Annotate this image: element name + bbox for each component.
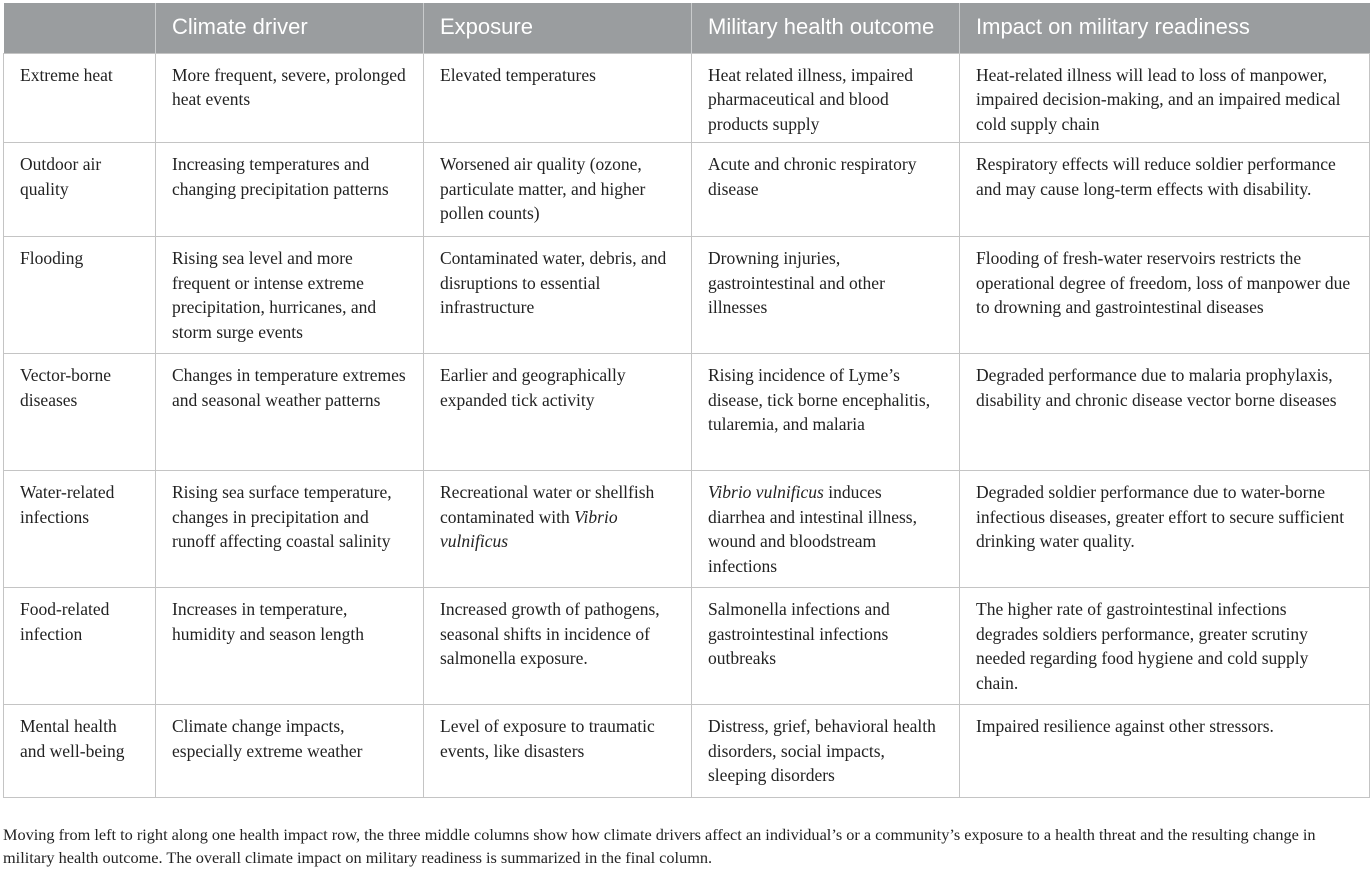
row-topic: Water-related infections	[4, 471, 156, 588]
row-exposure: Level of exposure to traumatic events, like disasters	[424, 705, 692, 798]
row-exposure: Worsened air quality (ozone, particulate matter, and higher pollen counts)	[424, 143, 692, 237]
row-outcome: Acute and chronic respiratory disease	[692, 143, 960, 237]
row-exposure: Contaminated water, debris, and disruptions to essential infrastructure	[424, 237, 692, 354]
row-exposure: Earlier and geographically expanded tick activity	[424, 354, 692, 471]
row-outcome: Distress, grief, behavioral health disorders, social impacts, sleeping disorders	[692, 705, 960, 798]
row-impact: Flooding of fresh-water reservoirs restricts the operational degree of freedom, loss of manpower due to drowning and gastrointestinal diseases	[960, 237, 1370, 354]
outcome-text: induces diarrhea and intestinal illness, wound and bloodstream infections	[708, 482, 917, 576]
row-exposure: Elevated temperatures	[424, 53, 692, 143]
row-outcome: Salmonella infections and gastrointestinal infections outbreaks	[692, 588, 960, 705]
row-exposure	[424, 471, 692, 588]
header-climate-driver: Climate driver	[156, 3, 424, 53]
row-impact: Degraded soldier performance due to water-borne infectious diseases, greater effort to secure sufficient drinking water quality.	[960, 471, 1370, 588]
row-impact: Degraded performance due to malaria prophylaxis, disability and chronic disease vector borne diseases	[960, 354, 1370, 471]
row-driver: Increasing temperatures and changing precipitation patterns	[156, 143, 424, 237]
row-exposure: Increased growth of pathogens, seasonal shifts in incidence of salmonella exposure.	[424, 588, 692, 705]
row-outcome: Heat related illness, impaired pharmaceutical and blood products supply	[692, 53, 960, 143]
species-name: Vibrio vulnificus	[440, 506, 618, 551]
table-row	[4, 588, 1370, 705]
row-impact: Impaired resilience against other stressors.	[960, 705, 1370, 798]
climate-health-table	[3, 3, 1370, 798]
row-impact: The higher rate of gastrointestinal infections degrades soldiers performance, greater scrutiny needed regarding food hygiene and cold supply chain.	[960, 588, 1370, 705]
row-outcome: Rising incidence of Lyme’s disease, tick borne encephalitis, tularemia, and malaria	[692, 354, 960, 471]
row-topic: Outdoor air quality	[4, 143, 156, 237]
table-row	[4, 471, 1370, 588]
row-topic: Extreme heat	[4, 53, 156, 143]
table-row	[4, 354, 1370, 471]
table-header-row	[4, 3, 1370, 53]
row-outcome: Drowning injuries, gastrointestinal and other illnesses	[692, 237, 960, 354]
table-row	[4, 705, 1370, 798]
row-driver: Changes in temperature extremes and seasonal weather patterns	[156, 354, 424, 471]
row-driver: Rising sea level and more frequent or intense extreme precipitation, hurricanes, and storm surge events	[156, 237, 424, 354]
row-driver: Climate change impacts, especially extreme weather	[156, 705, 424, 798]
table-row	[4, 237, 1370, 354]
header-impact-on-readiness: Impact on military readiness	[960, 3, 1370, 53]
row-topic: Flooding	[4, 237, 156, 354]
row-impact: Heat-related illness will lead to loss of manpower, impaired decision-making, and an impaired medical cold supply chain	[960, 53, 1370, 143]
table-row	[4, 143, 1370, 237]
exposure-text: Recreational water or shellfish contaminated with	[440, 482, 655, 527]
row-driver: Increases in temperature, humidity and season length	[156, 588, 424, 705]
row-impact: Respiratory effects will reduce soldier performance and may cause long-term effects with disability.	[960, 143, 1370, 237]
species-name: Vibrio vulnificus	[708, 482, 824, 502]
header-topic	[4, 3, 156, 53]
row-topic: Food-related infection	[4, 588, 156, 705]
table-row	[4, 53, 1370, 143]
row-topic: Mental health and well-being	[4, 705, 156, 798]
row-driver: More frequent, severe, prolonged heat events	[156, 53, 424, 143]
header-exposure: Exposure	[424, 3, 692, 53]
row-driver: Rising sea surface temperature, changes in precipitation and runoff affecting coastal salinity	[156, 471, 424, 588]
row-topic: Vector-borne diseases	[4, 354, 156, 471]
row-outcome	[692, 471, 960, 588]
table-footnote: Moving from left to right along one health impact row, the three middle columns show how climate drivers affect an individual’s or a community’s exposure to a health threat and the resulting change in military health outcome. The overall climate impact on military readiness is summarized in the final column.	[3, 825, 1316, 867]
header-military-health-outcome: Military health outcome	[692, 3, 960, 53]
